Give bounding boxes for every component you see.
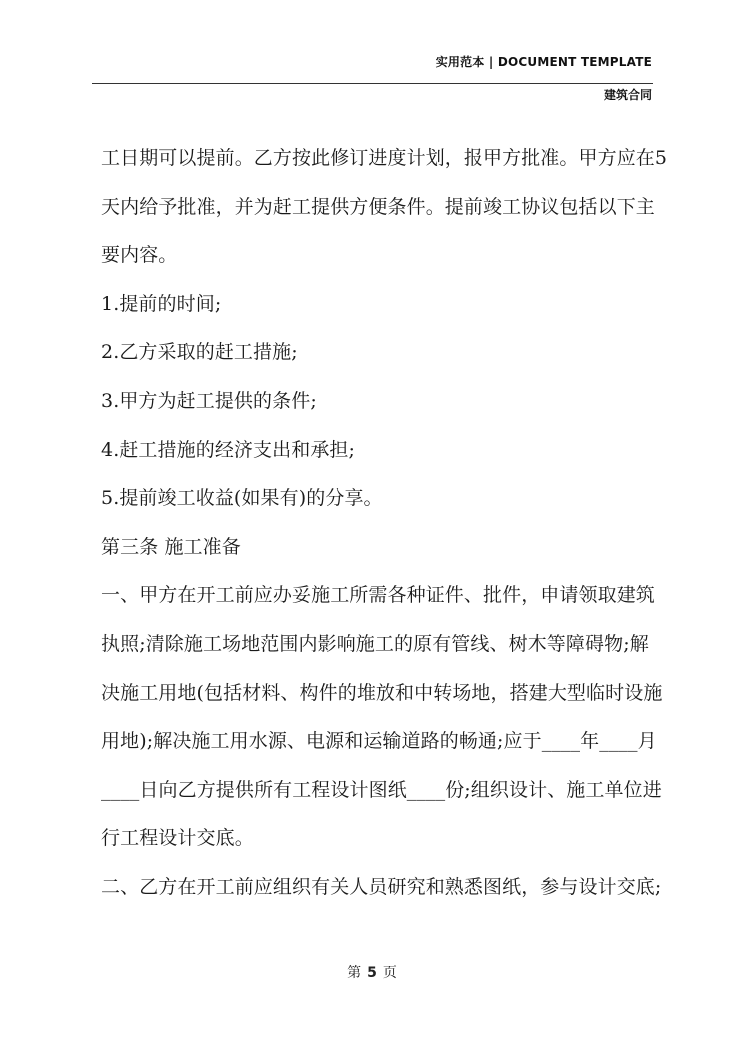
body-line: 工日期可以提前。乙方按此修订进度计划，报甲方批准。甲方应在5 — [101, 147, 668, 169]
list-item-advance-time: 1.提前的时间; — [101, 292, 222, 315]
list-item-expenses: 4.赶工措施的经济支出和承担; — [101, 438, 356, 461]
page-number-suffix: 页 — [382, 965, 397, 981]
body-line: 行工程设计交底。 — [101, 827, 254, 850]
body-line: 要内容。 — [101, 244, 178, 267]
document-body — [101, 138, 668, 916]
list-item-conditions: 3.甲方为赶工提供的条件; — [101, 389, 317, 412]
body-line: ____日向乙方提供所有工程设计图纸____份;组织设计、施工单位进 — [101, 778, 662, 801]
body-line: 天内给予批准，并为赶工提供方便条件。提前竣工协议包括以下主 — [101, 195, 655, 218]
section-heading: 第三条 施工准备 — [101, 535, 241, 558]
body-line: 一、甲方在开工前应办妥施工所需各种证件、批件，申请领取建筑 — [101, 584, 655, 607]
body-line: 用地);解决施工用水源、电源和运输道路的畅通;应于____年____月 — [101, 730, 657, 753]
body-line: 决施工用地(包括材料、构件的堆放和中转场地，搭建大型临时设施 — [101, 681, 663, 704]
page-number-prefix: 第 — [347, 965, 362, 981]
page-number: 5 — [367, 965, 377, 981]
header-subtitle: 建筑合同 — [603, 88, 652, 102]
header-divider — [92, 83, 653, 84]
header-title: 实用范本 | DOCUMENT TEMPLATE — [435, 55, 652, 69]
body-line: 二、乙方在开工前应组织有关人员研究和熟悉图纸，参与设计交底; — [101, 875, 662, 898]
list-item-benefit-sharing: 5.提前竣工收益(如果有)的分享。 — [101, 487, 383, 510]
page-footer — [0, 962, 744, 982]
list-item-rush-measures: 2.乙方采取的赶工措施; — [101, 341, 298, 364]
body-line: 执照;清除施工场地范围内影响施工的原有管线、树木等障碍物;解 — [101, 632, 649, 655]
page-header — [0, 0, 744, 100]
